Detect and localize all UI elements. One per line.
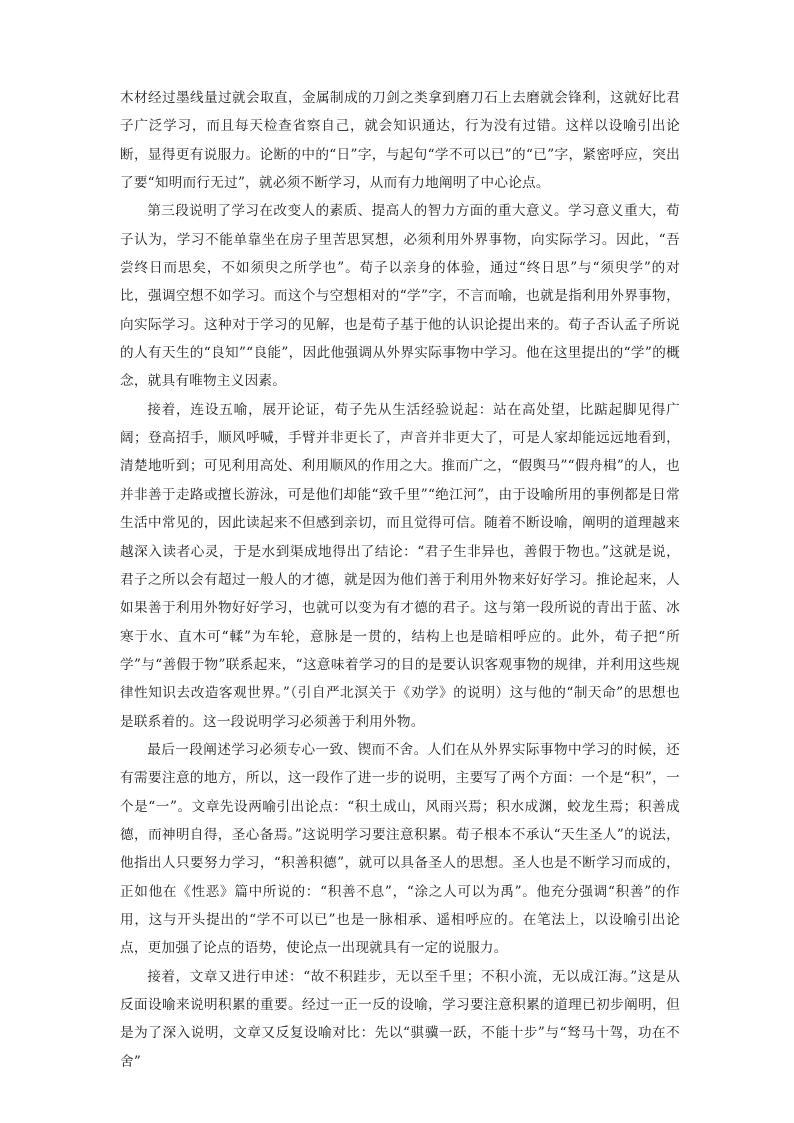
paragraph-2: 第三段说明了学习在改变人的素质、提高人的智力方面的重大意义。学习意义重大，荀子认为，学习不能单靠坐在房子里苦思冥想，必须利用外界事物，向实际学习。因此，“吾尝终日而思矣，不如须臾之所学也”。荀子以亲身的体验，通过“终日思”与“须臾学”的对比，强调空想不如学习。而这个与空想相对的“学”字，不言而喻，也就是指利用外界事物，向实际学习。这种对于学习的见解，也是荀子基于他的认识论提出来的。荀子否认孟子所说的人有天生的“良知”“良能”，因此他强调从外界实际事物中学习。他在这里提出的“学”的概念，就具有唯物主义因素。 [120, 203, 680, 390]
document-page [120, 84, 680, 1076]
paragraph-4: 最后一段阐述学习必须专心一致、锲而不舍。人们在从外界实际事物中学习的时候，还有需要注意的地方，所以，这一段作了进一步的说明，主要写了两个方面：一个是“积”，一个是“一”。文章先设两喻引出论点：“积土成山，风雨兴焉；积水成渊，蛟龙生焉；积善成德，而神明自得，圣心备焉。”这说明学习要注意积累。荀子根本不承认“天生圣人”的说法，他指出人只要努力学习，“积善积德”，就可以具备圣人的思想。圣人也是不断学习而成的，正如他在《性恶》篇中所说的：“积善不息”，“涂之人可以为禹”。他充分强调“积善”的作用，这与开头提出的“学不可以已”也是一脉相承、遥相呼应的。在笔法上，以设喻引出论点，更加强了论点的语势，使论点一出现就具有一定的说服力。 [120, 741, 680, 957]
paragraph-1: 木材经过墨线量过就会取直，金属制成的刀剑之类拿到磨刀石上去磨就会锋利，这就好比君子广泛学习，而且每天检查省察自己，就会知识通达，行为没有过错。这样以设喻引出论断，显得更有说服力。论断的中的“日”字，与起句“学不可以已”的“已”字，紧密呼应，突出了要“知明而行无过”，就必须不断学习，从而有力地阐明了中心论点。 [120, 90, 680, 192]
paragraph-3: 接着，连设五喻，展开论证，荀子先从生活经验说起：站在高处望，比踮起脚见得广阔；登高招手，顺风呼喊，手臂并非更长了，声音并非更大了，可是人家却能远远地看到，清楚地听到；可见利用高处、利用顺风的作用之大。推而广之，“假舆马”“假舟楫”的人，也并非善于走路或擅长游泳，可是他们却能“致千里”“绝江河”，由于设喻所用的事例都是日常生活中常见的，因此读起来不但感到亲切，而且觉得可信。随着不断设喻，阐明的道理越来越深入读者心灵，于是水到渠成地得出了结论：“君子生非异也，善假于物也。”这就是说，君子之所以会有超过一般人的才德，就是因为他们善于利用外物来好好学习。推论起来，人如果善于利用外物好好学习，也就可以变为有才德的君子。这与第一段所说的青出于蓝、冰寒于水、直木可“輮”为车轮，意脉是一贯的，结构上也是暗相呼应的。此外，荀子把“所学”与“善假于物”联系起来，“这意味着学习的目的是要认识客观事物的规律，并利用这些规律性知识去改造客观世界。”（引自严北溟关于《劝学》的说明）这与他的“制天命”的思想也是联系着的。这一段说明学习必须善于利用外物。 [120, 401, 680, 730]
paragraph-5: 接着，文章又进行申述：“故不积跬步，无以至千里；不积小流，无以成江海。”这是从反面设喻来说明积累的重要。经过一正一反的设喻，学习要注意积累的道理已初步阐明，但是为了深入说明，文章又反复设喻对比：先以“骐骥一跃，不能十步”与“驽马十驾，功在不舍” [120, 968, 680, 1070]
